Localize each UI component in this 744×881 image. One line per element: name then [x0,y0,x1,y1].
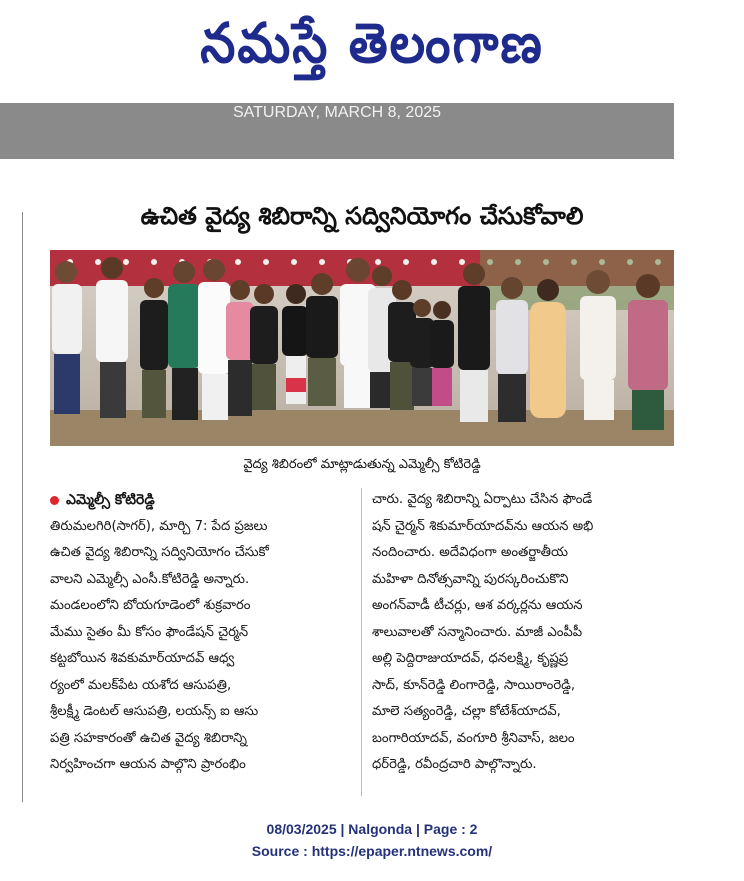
article-headline: ఉచిత వైద్య శిబిరాన్ని సద్వినియోగం చేసుకోవాలి [140,202,584,230]
left-column-rule [22,212,23,802]
footer-edition-info: 08/03/2025 | Nalgonda | Page : 2 [266,821,478,837]
photo-caption: వైద్య శిబిరంలో మాట్లాడుతున్న ఎమ్మెల్సీ కోటిరెడ్డి [243,457,481,472]
article-column-right [372,487,676,779]
red-bullet-icon [50,496,59,505]
body-line: బంగారియాదవ్, వంగూరి శ్రీనివాస్, జలం [372,730,575,746]
body-line: నందించారు. అదేవిధంగా అంతర్జాతీయ [372,545,568,560]
newspaper-logo: నమస్తే తెలంగాణ [200,10,544,75]
edition-date-bar [0,103,674,159]
article-byline [50,487,350,514]
column-divider [361,488,362,796]
body-line: శ్రీలక్ష్మీ డెంటల్ ఆసుపత్రి, లయన్స్ ఐ ఆసు [50,704,259,719]
page-footer [0,818,744,862]
body-line: కట్టబోయిన శివకుమార్‌యాదవ్ ఆధ్వ [50,651,235,666]
body-line: మండలంలోని బోయగూడెంలో శుక్రవారం [50,598,251,613]
body-line: మహిళా దినోత్సవాన్ని పురస్కరించుకొని [372,571,569,587]
body-line: నిర్వహించగా ఆయన పాల్గొని ప్రారంభిం [50,757,246,772]
article-column-left [50,487,350,779]
body-line: వాలని ఎమ్మెల్సీ ఎంసీ.కోటిరెడ్డి అన్నారు. [50,571,250,587]
masthead [0,0,744,100]
byline-text: ఎమ్మెల్సీ కోటిరెడ్డి [66,492,155,508]
body-line: ర్యంలో మలక్‌పేట యశోద ఆసుపత్రి, [50,677,232,693]
body-line: ధర్‌రెడ్డి, రవీంద్రచారి పాల్గొన్నారు. [372,757,537,772]
body-line: మాలె సత్యంరెడ్డి, చల్లా కోటేశ్‌యాదవ్, [372,704,561,719]
body-line: అంగన్‌వాడీ టీచర్లు, ఆశ వర్కర్లను ఆయన [372,598,583,613]
body-line: చారు. వైద్య శిబిరాన్ని ఏర్పాటు చేసిన ఫౌండే [372,492,593,507]
edition-date: SATURDAY, MARCH 8, 2025 [232,104,442,121]
article-photo [50,250,674,446]
body-line: సాద్, కూన్‌రెడ్డి లింగారెడ్డి, సాయిరాంరెడ్డి, [372,677,576,693]
body-line: శాలువాలతో సన్మానించారు. మాజీ ఎంపీపీ [372,624,583,640]
body-line: ఉచిత వైద్య శిబిరాన్ని సద్వినియోగం చేసుకో [50,545,269,560]
body-line: షన్ చైర్మన్ శికుమార్‌యాదవ్‌ను ఆయన అభి [372,518,594,534]
body-line: మేము సైతం మీ కోసం ఫౌండేషన్ చైర్మన్ [50,624,249,640]
body-line: అల్లి పెద్దిరాజుయాదవ్, ధనలక్ష్మి, కృష్ణప్ర [372,651,569,666]
group-photo-illustration [50,250,674,446]
body-line: తిరుమలగిరి(సాగర్), మార్చి 7: పేద ప్రజలు [50,518,268,534]
body-line: పత్రి సహకారంతో ఉచిత వైద్య శిబిరాన్ని [50,730,247,746]
footer-source-link[interactable]: Source : https://epaper.ntnews.com/ [251,843,493,859]
